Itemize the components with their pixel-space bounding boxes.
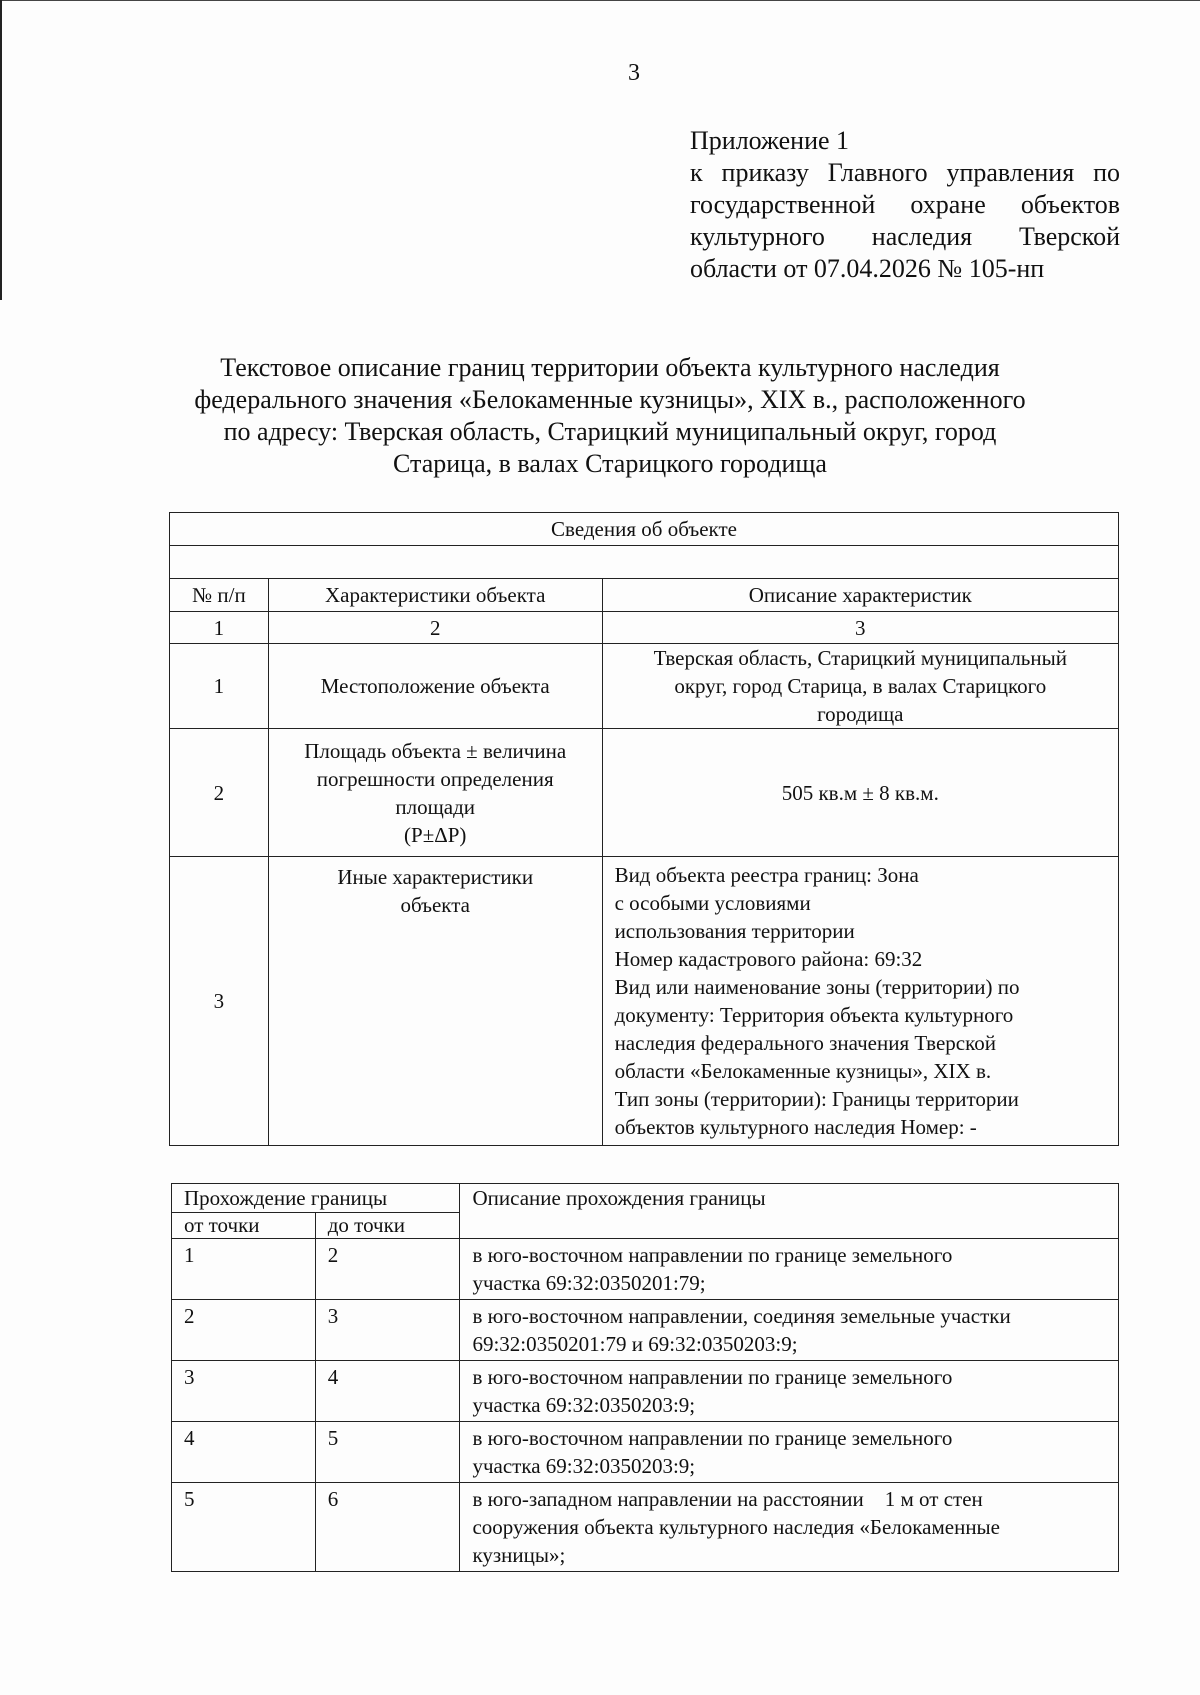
- title-line: федерального значения «Белокаменные кузницы», XIX в., расположенного: [194, 385, 1026, 414]
- to-point: 4: [315, 1361, 460, 1422]
- appendix-line: области от 07.04.2026 № 105-нп: [690, 254, 1045, 283]
- page-number: 3: [628, 60, 640, 86]
- to-point: 2: [315, 1239, 460, 1300]
- empty-row: [170, 546, 1119, 579]
- description-line: Номер кадастрового района: 69:32: [614, 947, 923, 971]
- description-line: участка 69:32:0350203:9;: [472, 1454, 696, 1478]
- description-line: Вид объекта реестра границ: Зона: [614, 863, 919, 887]
- to-point: 5: [315, 1422, 460, 1483]
- from-point: 4: [172, 1422, 316, 1483]
- boundary-description: [460, 1361, 1119, 1422]
- description-line: наследия федерального значения Тверской: [614, 1031, 996, 1055]
- table-row: [172, 1300, 1119, 1361]
- boundary-description: [460, 1483, 1119, 1572]
- table-row: [170, 729, 1119, 857]
- appendix-line: к приказу Главного управления по: [690, 158, 1120, 187]
- description-line: использования территории: [614, 919, 855, 943]
- characteristic-line: (Р±ΔР): [404, 822, 467, 847]
- characteristic-line: погрешности определения: [316, 766, 554, 791]
- appendix-line: государственной охране объектов: [690, 190, 1120, 219]
- description-line: в юго-западном направлении на расстоянии 1 м от стен: [472, 1487, 983, 1511]
- header-boundary-description: Описание прохождения границы: [460, 1184, 1119, 1239]
- boundary-table: [171, 1183, 1119, 1572]
- boundary-description: [460, 1422, 1119, 1483]
- row-number: 3: [170, 857, 269, 1146]
- title-line: по адресу: Тверская область, Старицкий муниципальный округ, город: [223, 417, 997, 446]
- description-line: кузницы»;: [472, 1543, 566, 1567]
- description-line: Тип зоны (территории): Границы территории: [614, 1087, 1019, 1111]
- description-line: области «Белокаменные кузницы», XIX в.: [614, 1059, 992, 1083]
- row-characteristic: Местоположение объекта: [268, 644, 602, 729]
- description-line: объектов культурного наследия Номер: -: [614, 1115, 977, 1139]
- description-line: сооружения объекта культурного наследия «Белокаменные: [472, 1515, 1000, 1539]
- from-point: 1: [172, 1239, 316, 1300]
- row-number: 2: [170, 729, 269, 857]
- description-line: Вид или наименование зоны (территории) по: [614, 975, 1020, 999]
- appendix-line: культурного наследия Тверской: [690, 222, 1120, 251]
- header-description: Описание характеристик: [602, 579, 1118, 612]
- table-row: [172, 1483, 1119, 1572]
- description-line: 69:32:0350201:79 и 69:32:0350203:9;: [472, 1332, 798, 1356]
- from-point: 5: [172, 1483, 316, 1572]
- from-point: 3: [172, 1361, 316, 1422]
- column-index: 3: [602, 612, 1118, 644]
- description-line: участка 69:32:0350201:79;: [472, 1271, 706, 1295]
- table-row: [170, 644, 1119, 729]
- from-point: 2: [172, 1300, 316, 1361]
- description-line: в юго-восточном направлении по границе земельного: [472, 1426, 953, 1450]
- characteristic-line: площади: [395, 794, 476, 819]
- column-index: 2: [268, 612, 602, 644]
- empty-cell: [170, 546, 1119, 579]
- row-description: [602, 857, 1118, 1146]
- description-line: округ, город Старица, в валах Старицкого: [674, 674, 1047, 698]
- row-description: [602, 644, 1118, 729]
- boundary-description: [460, 1239, 1119, 1300]
- header-number: № п/п: [170, 579, 269, 612]
- header-boundary-passage: Прохождение границы: [172, 1184, 460, 1213]
- table-header-row: [170, 579, 1119, 612]
- document-title: [150, 352, 1070, 480]
- object-info-table: [169, 512, 1119, 1146]
- row-characteristic: [268, 729, 602, 857]
- row-number: 1: [170, 644, 269, 729]
- header-characteristic: Характеристики объекта: [268, 579, 602, 612]
- boundary-description: [460, 1300, 1119, 1361]
- description-line: с особыми условиями: [614, 891, 811, 915]
- description-line: участка 69:32:0350203:9;: [472, 1393, 696, 1417]
- to-point: 6: [315, 1483, 460, 1572]
- description-line: Тверская область, Старицкий муниципальный: [653, 646, 1067, 670]
- to-point: 3: [315, 1300, 460, 1361]
- column-index: 1: [170, 612, 269, 644]
- appendix-line: Приложение 1: [690, 126, 850, 155]
- table-caption: Сведения об объекте: [170, 513, 1119, 546]
- column-index-row: [170, 612, 1119, 644]
- table-row: [172, 1239, 1119, 1300]
- description-line: в юго-восточном направлении по границе земельного: [472, 1243, 953, 1267]
- table-row: [170, 857, 1119, 1146]
- scan-left-edge: [0, 0, 2, 300]
- title-line: Старица, в валах Старицкого городища: [393, 449, 827, 478]
- row-characteristic: [268, 857, 602, 1146]
- characteristic-line: Иные характеристики: [337, 865, 534, 889]
- row-description: 505 кв.м ± 8 кв.м.: [602, 729, 1118, 857]
- description-line: документу: Территория объекта культурного: [614, 1003, 1014, 1027]
- appendix-reference: [690, 125, 1120, 285]
- characteristic-line: Площадь объекта ± величина: [304, 738, 567, 763]
- title-line: Текстовое описание границ территории объекта культурного наследия: [220, 353, 1000, 382]
- table-row: [172, 1361, 1119, 1422]
- description-line: в юго-восточном направлении по границе земельного: [472, 1365, 953, 1389]
- header-to-point: до точки: [315, 1213, 460, 1239]
- table-caption-row: [170, 513, 1119, 546]
- description-line: в юго-восточном направлении, соединяя земельные участки: [472, 1304, 1011, 1328]
- characteristic-line: объекта: [400, 893, 470, 917]
- table-row: [172, 1422, 1119, 1483]
- scan-top-edge: [0, 0, 1200, 1]
- header-from-point: от точки: [172, 1213, 316, 1239]
- boundary-header-row: [172, 1184, 1119, 1213]
- description-line: городища: [817, 702, 904, 726]
